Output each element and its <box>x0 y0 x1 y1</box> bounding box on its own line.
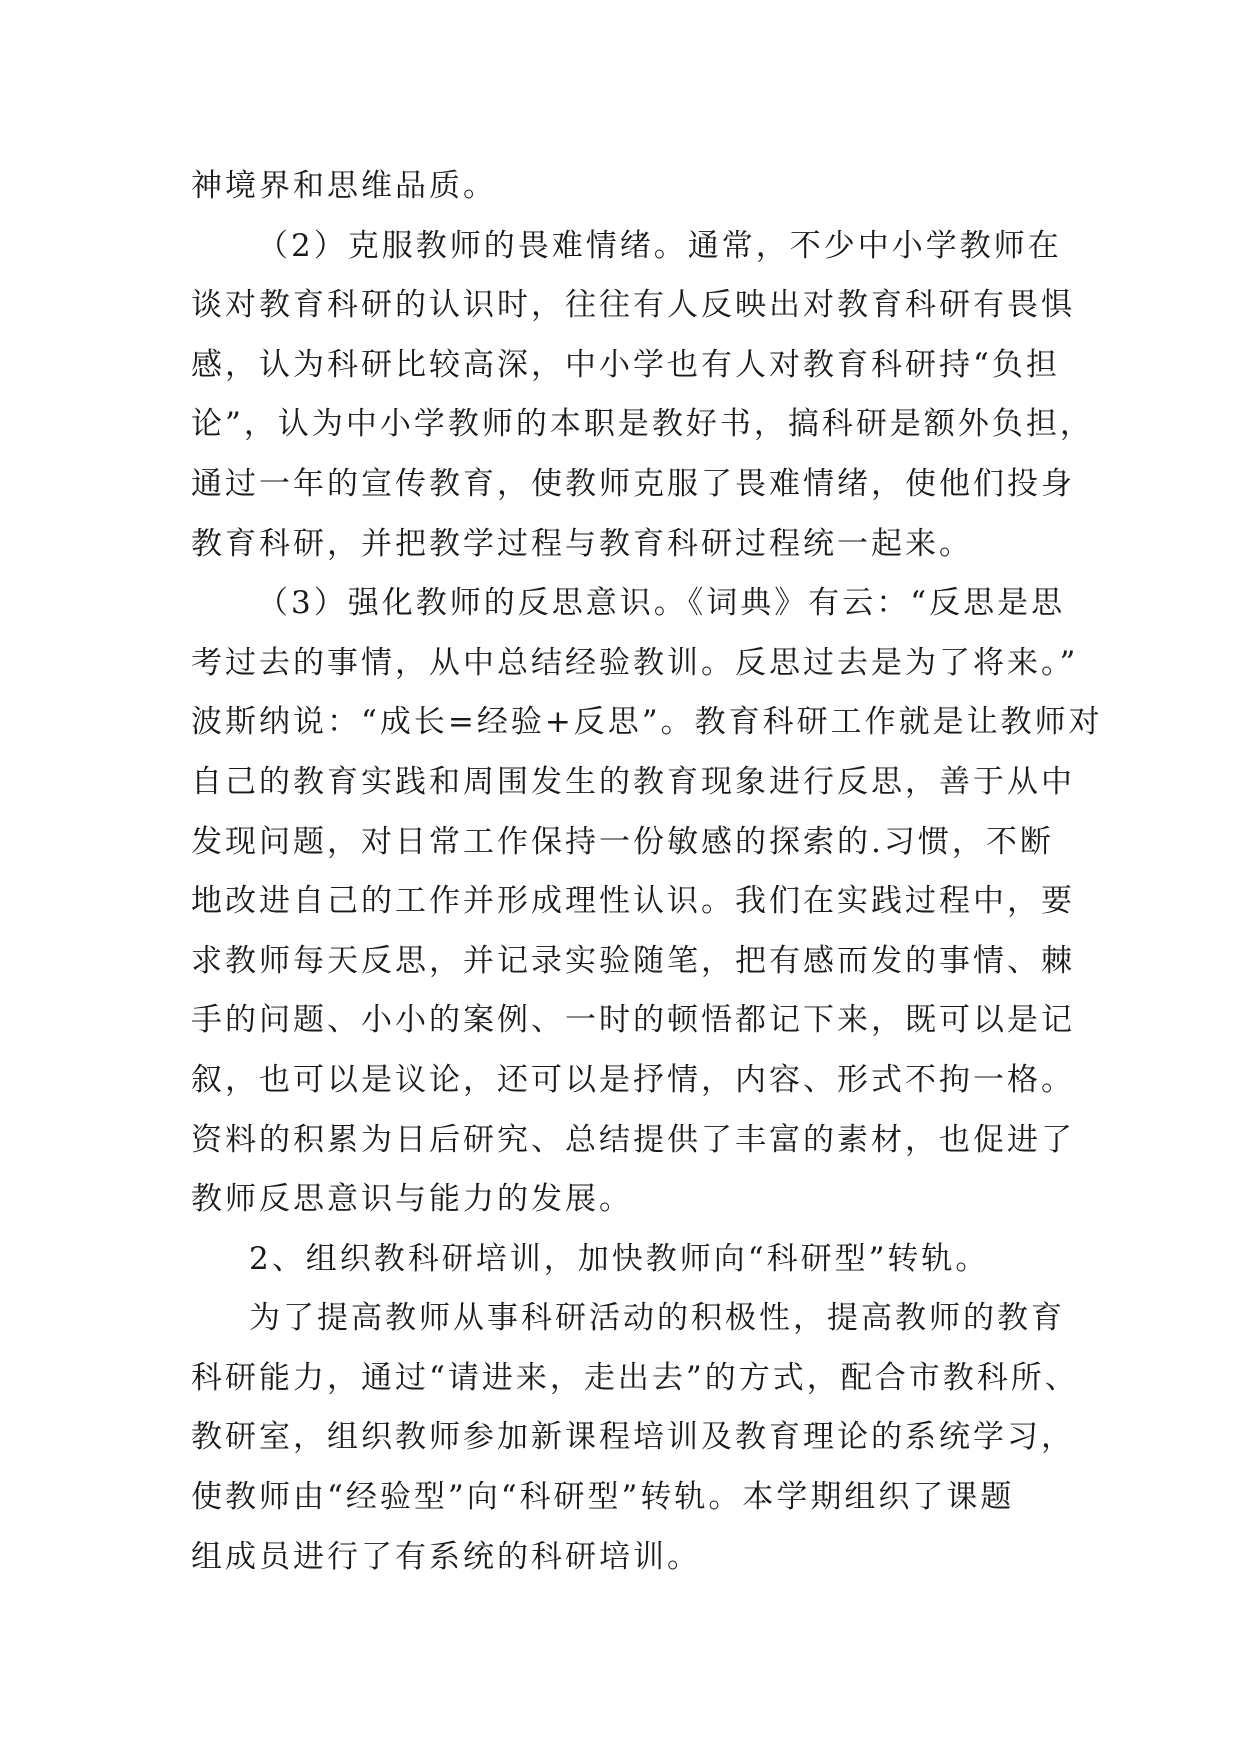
text-line: 求教师每天反思，并记录实验随笔，把有感而发的事情、棘 <box>191 942 1075 979</box>
text-line: 通过一年的宣传教育，使教师克服了畏难情绪，使他们投身 <box>191 465 1075 502</box>
text-line: 叙，也可以是议论，还可以是抒情，内容、形式不拘一格。 <box>191 1061 1075 1098</box>
text-line: 组成员进行了有系统的科研培训。 <box>191 1538 701 1575</box>
text-line: 使教师由“经验型”向“科研型”转轨。本学期组织了课题 <box>191 1479 1015 1516</box>
text-line: 神境界和思维品质。 <box>191 168 497 204</box>
text-line: 手的问题、小小的案例、一时的顿悟都记下来，既可以是记 <box>191 1002 1075 1039</box>
text-line-paragraph-start: 为了提高教师从事科研活动的积极性，提高教师的教育 <box>249 1300 1065 1337</box>
text-line: 教育科研，并把教学过程与教育科研过程统一起来。 <box>191 525 973 562</box>
text-line-paragraph-start: （3）强化教师的反思意识。《词典》有云：“反思是思 <box>257 585 1066 622</box>
text-line: 考过去的事情，从中总结经验教训。反思过去是为了将来。” <box>191 644 1079 681</box>
text-line: 波斯纳说：“成长=经验+反思”。教育科研工作就是让教师对 <box>191 704 1103 741</box>
text-line: 谈对教育科研的认识时，往往有人反映出对教育科研有畏惧 <box>191 287 1075 324</box>
text-line: 教研室，组织教师参加新课程培训及教育理论的系统学习， <box>191 1419 1075 1456</box>
text-line: 教师反思意识与能力的发展。 <box>191 1181 633 1218</box>
text-line: 感，认为科研比较高深，中小学也有人对教育科研持“负担 <box>191 346 1060 383</box>
text-line: 发现问题，对日常工作保持一份敏感的探索的.习惯，不断 <box>191 823 1054 860</box>
text-line: 地改进自己的工作并形成理性认识。我们在实践过程中，要 <box>191 883 1075 920</box>
text-line: 自己的教育实践和周围发生的教育现象进行反思，善于从中 <box>191 763 1075 800</box>
section-heading: 2、组织教科研培训，加快教师向“科研型”转轨。 <box>249 1240 990 1277</box>
text-line: 论”，认为中小学教师的本职是教好书，搞科研是额外负担， <box>191 406 1094 443</box>
text-line-paragraph-start: （2）克服教师的畏难情绪。通常，不少中小学教师在 <box>257 227 1062 264</box>
text-line: 资料的积累为日后研究、总结提供了丰富的素材，也促进了 <box>191 1121 1075 1158</box>
document-body <box>191 157 1103 1587</box>
text-line: 科研能力，通过“请进来，走出去”的方式，配合市教科所、 <box>191 1359 1079 1396</box>
